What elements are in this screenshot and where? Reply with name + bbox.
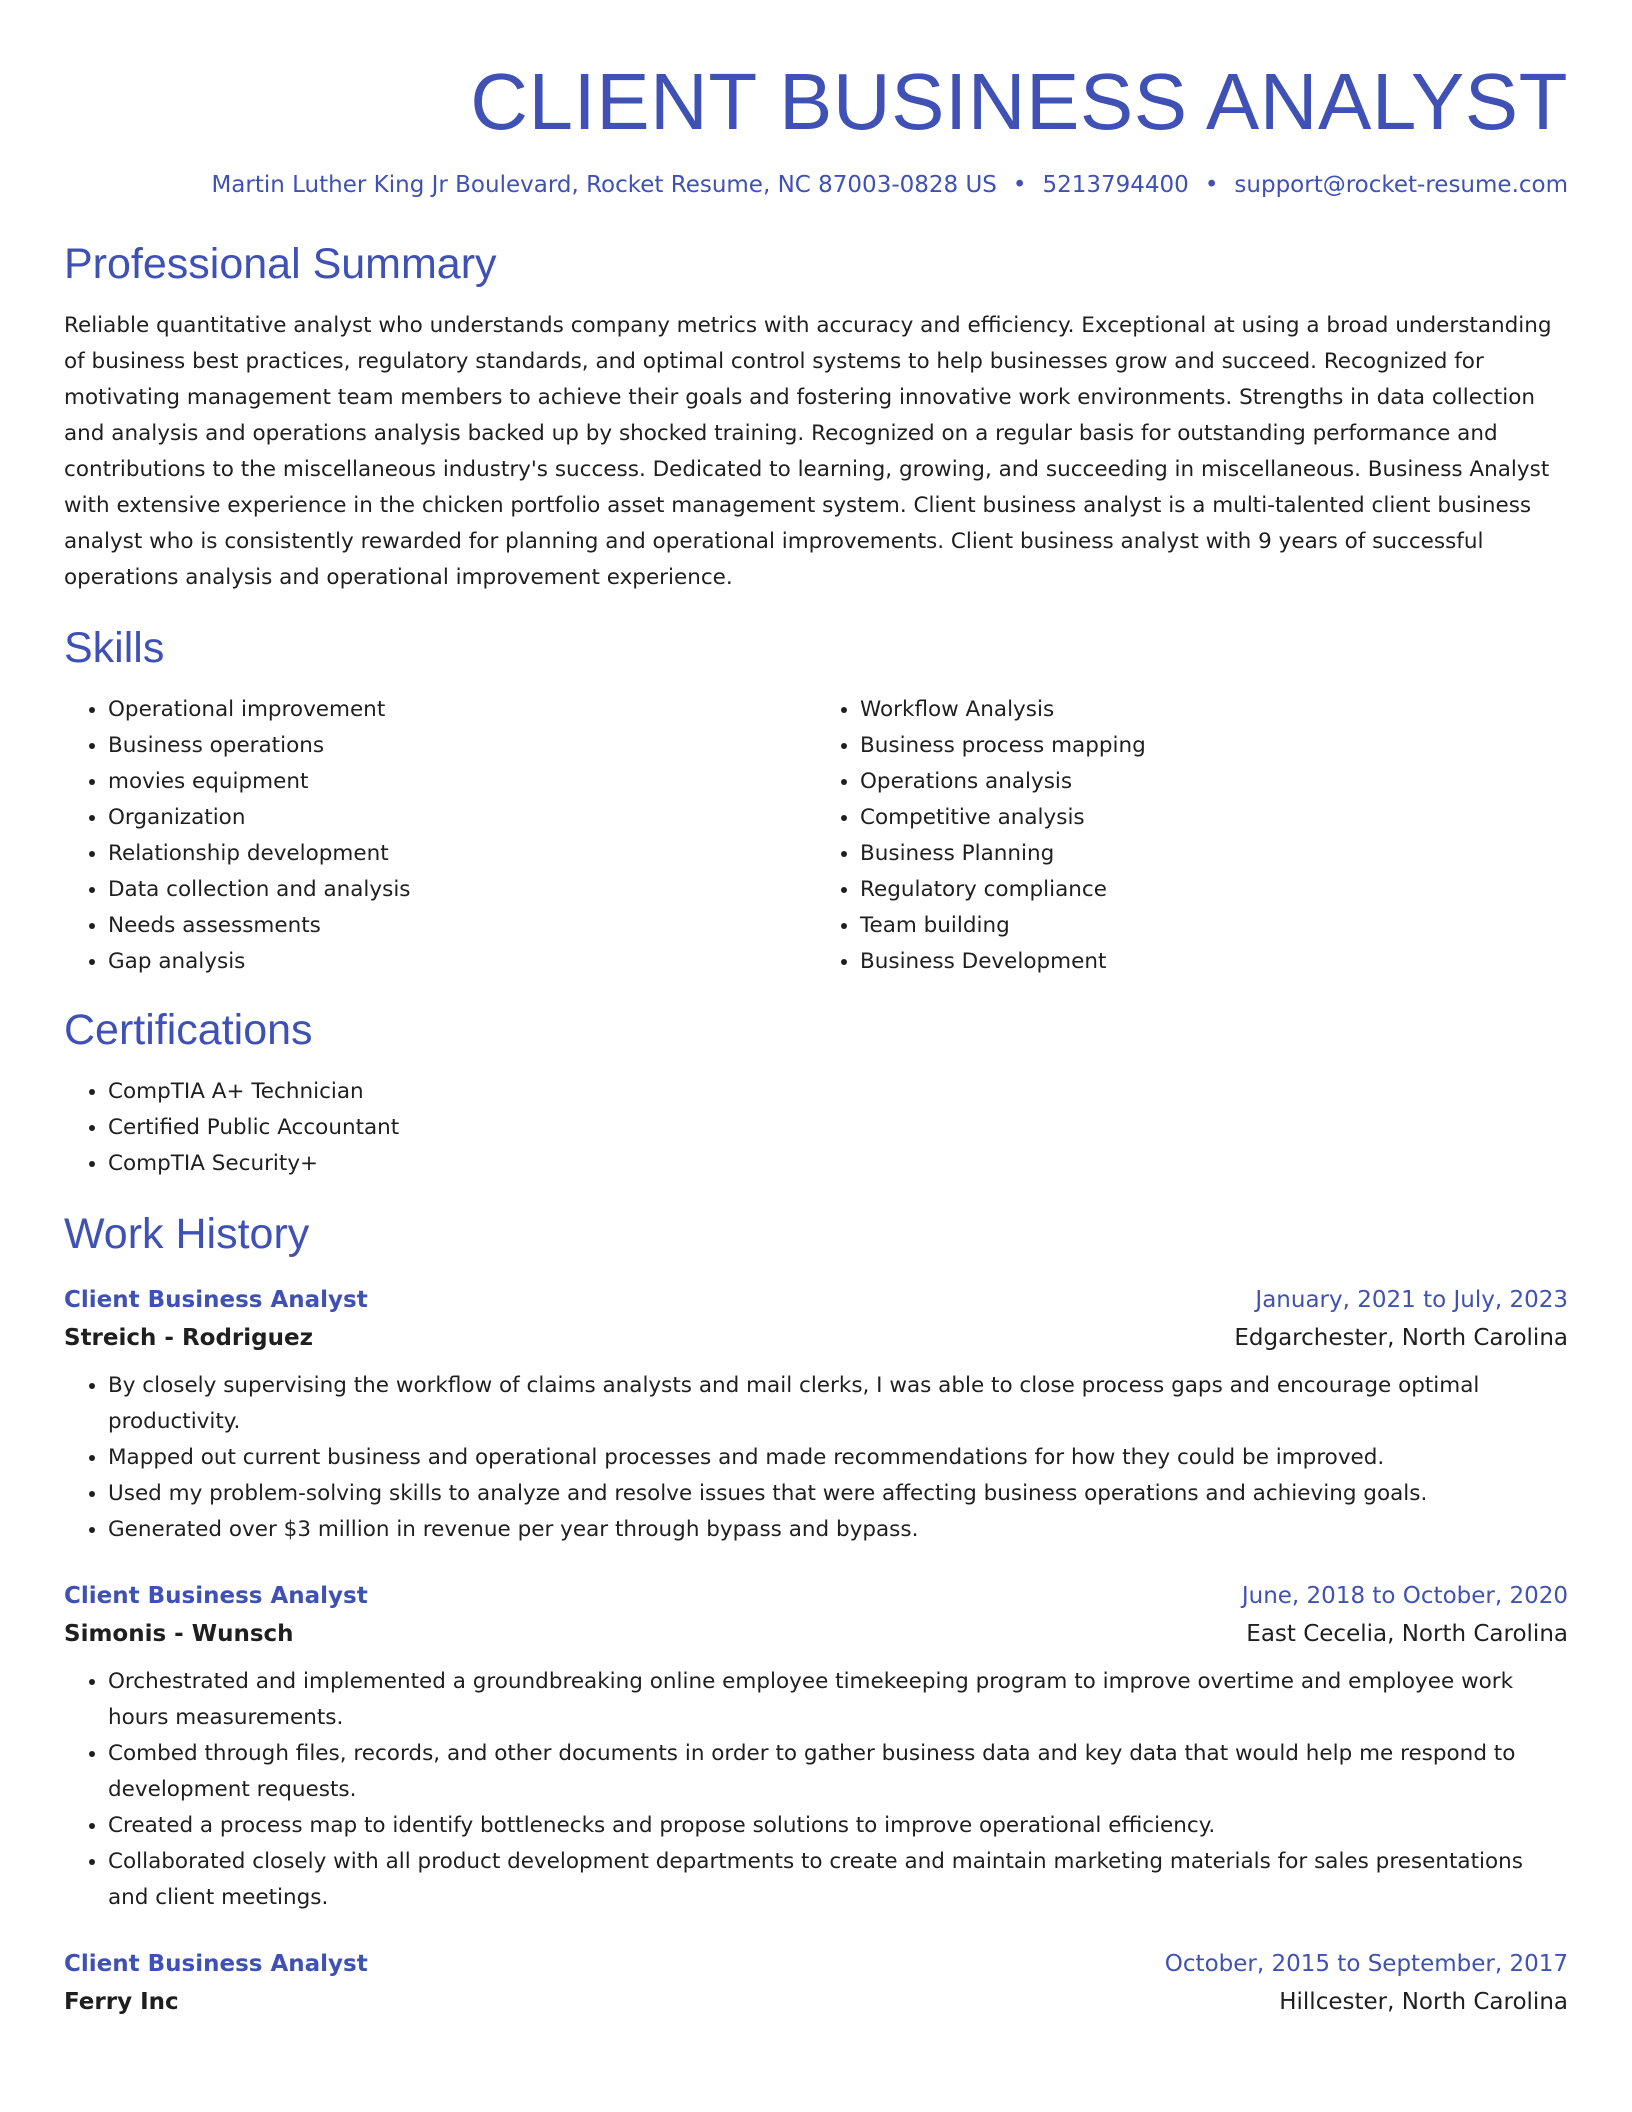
skill-item: • Competitive analysis [860,800,1568,836]
job-title: Client Business Analyst [64,1951,368,1977]
skill-item: • Workflow Analysis [860,692,1568,728]
contact-separator: • [1012,172,1027,198]
skill-item: • Business Planning [860,836,1568,872]
job-entry [64,1946,1568,2022]
skill-item: • Business operations [108,728,816,764]
certifications-heading: Certifications [64,1006,313,1054]
email-text: support@rocket-resume.com [1234,172,1568,198]
summary-heading: Professional Summary [64,240,497,288]
skill-item: • Relationship development [108,836,816,872]
job-bullet: • Created a process map to identify bottlenecks and propose solutions to improve operational efficiency. [108,1808,1568,1844]
job-header-row [64,1282,1568,1318]
job-company-row [64,1318,1568,1358]
skill-item: • Business Development [860,944,1568,980]
certification-item: • CompTIA A+ Technician [108,1074,1568,1110]
skill-item: • Gap analysis [108,944,816,980]
job-bullet: • Used my problem-solving skills to analyze and resolve issues that were affecting business operations and achieving goals. [108,1476,1568,1512]
job-entry [64,1282,1568,1548]
work-history-heading: Work History [64,1210,310,1258]
certifications-list [64,1074,1568,1182]
job-bullet: • Mapped out current business and operational processes and made recommendations for how they could be improved. [108,1440,1568,1476]
address-text: Martin Luther King Jr Boulevard, Rocket Resume, NC 87003-0828 US [211,172,997,198]
job-header-row [64,1946,1568,1982]
job-company: Simonis - Wunsch [64,1621,294,1647]
skill-item: • movies equipment [108,764,816,800]
skill-item: • Regulatory compliance [860,872,1568,908]
job-bullet: • By closely supervising the workflow of claims analysts and mail clerks, I was able to close process gaps and encourage optimal productivity. [108,1368,1568,1440]
job-company: Streich - Rodriguez [64,1325,313,1351]
skill-item: • Data collection and analysis [108,872,816,908]
resume-title: CLIENT BUSINESS ANALYST [470,57,1568,146]
skills-list-left [64,692,816,980]
job-dates: June, 2018 to October, 2020 [1241,1583,1568,1609]
skill-item: • Needs assessments [108,908,816,944]
contact-line [64,170,1568,200]
job-bullet: • Combed through files, records, and other documents in order to gather business data and key data that would help me respond to development requests. [108,1736,1568,1808]
skill-item: • Team building [860,908,1568,944]
skill-item: • Business process mapping [860,728,1568,764]
job-location: Edgarchester, North Carolina [1234,1325,1568,1351]
skills-heading: Skills [64,624,165,672]
skill-item: • Operations analysis [860,764,1568,800]
job-company-row [64,1982,1568,2022]
phone-text: 5213794400 [1042,172,1189,198]
job-location: Hillcester, North Carolina [1279,1989,1568,2015]
certification-item: • CompTIA Security+ [108,1146,1568,1182]
skills-columns [64,692,1568,980]
job-dates: January, 2021 to July, 2023 [1255,1287,1568,1313]
job-company-row [64,1614,1568,1654]
certification-item: • Certified Public Accountant [108,1110,1568,1146]
skill-item: • Operational improvement [108,692,816,728]
job-entry [64,1578,1568,1916]
job-header-row [64,1578,1568,1614]
job-bullet: • Orchestrated and implemented a groundbreaking online employee timekeeping program to improve overtime and employee work hours measurements. [108,1664,1568,1736]
job-bullets [64,1664,1568,1916]
contact-separator: • [1204,172,1219,198]
job-company: Ferry Inc [64,1989,179,2015]
job-title: Client Business Analyst [64,1287,368,1313]
skill-item: • Organization [108,800,816,836]
job-bullet: • Collaborated closely with all product development departments to create and maintain marketing materials for sales presentations and client meetings. [108,1844,1568,1916]
job-location: East Cecelia, North Carolina [1246,1621,1568,1647]
summary-text: Reliable quantitative analyst who understands company metrics with accuracy and efficiency. Exceptional at using a broad understanding of business best practices, regulatory standards, and optimal control systems to help businesses grow and succeed. Recognized for motivating management team members to achieve their goals and fostering innovative work environments. Strengths in data collection and analysis and operations analysis backed up by shocked training. Recognized on a regular basis for outstanding performance and contributions to the miscellaneous industry's success. Dedicated to learning, growing, and succeeding in miscellaneous. Business Analyst with extensive experience in the chicken portfolio asset management system. Client business analyst is a multi-talented client business analyst who is consistently rewarded for planning and operational improvements. Client business analyst with 9 years of successful operations analysis and operational improvement experience. [64,313,1552,590]
job-bullet: • Generated over $3 million in revenue per year through bypass and bypass. [108,1512,1568,1548]
job-title: Client Business Analyst [64,1583,368,1609]
skills-list-right [816,692,1568,980]
job-dates: October, 2015 to September, 2017 [1164,1951,1568,1977]
job-bullets [64,1368,1568,1548]
